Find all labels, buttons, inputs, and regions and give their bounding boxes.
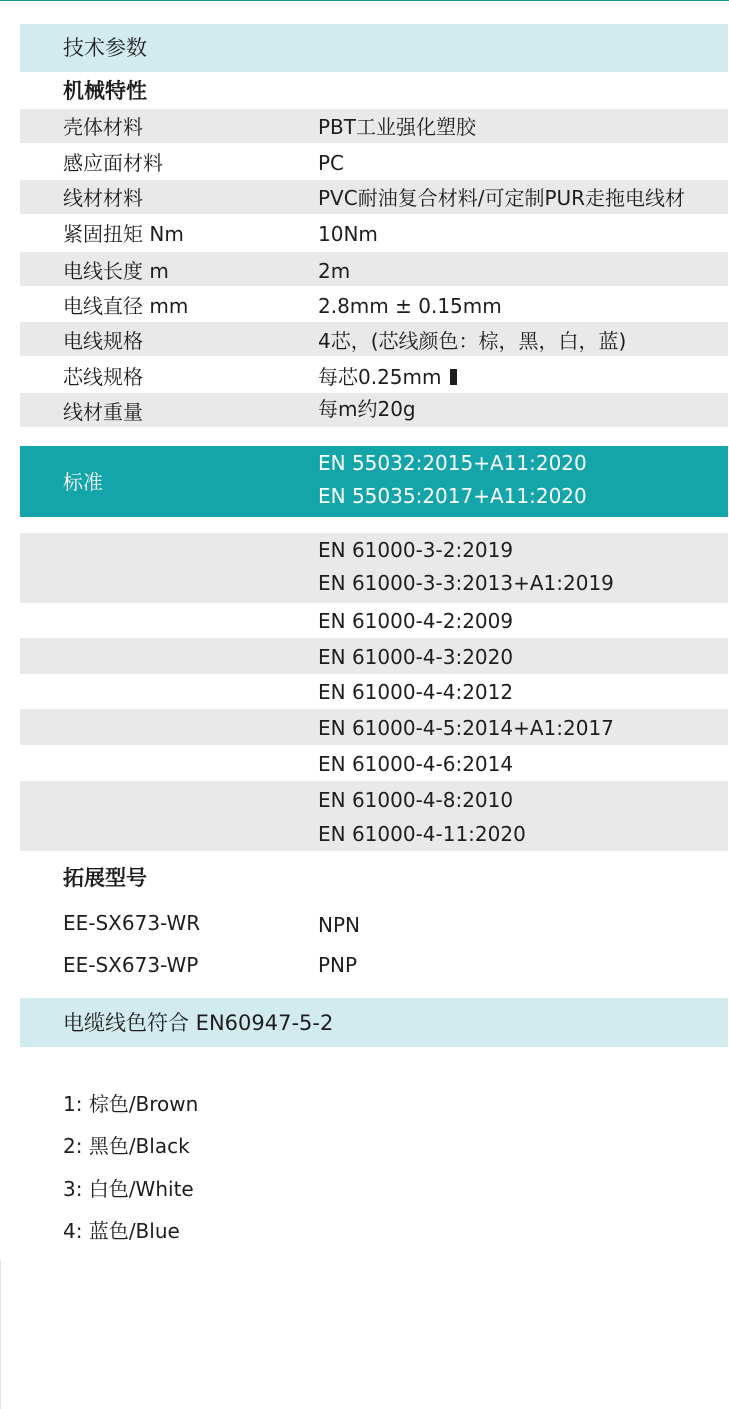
standard-item: EN 61000-4-11:2020	[318, 822, 526, 846]
standard-item: EN 61000-4-4:2012	[318, 680, 514, 704]
list-item: 1: 棕色/Brown	[63, 1092, 199, 1116]
row-label: 紧固扭矩 Nm	[63, 222, 184, 246]
standard-item: EN 61000-3-3:2013+A1:2019	[318, 571, 614, 595]
row-value: 10Nm	[318, 222, 378, 246]
standards-label: 标准	[63, 470, 103, 494]
row-label: 芯线规格	[63, 365, 143, 389]
row-label: 电线规格	[63, 329, 143, 353]
standard-item: EN 61000-3-2:2019	[318, 538, 514, 562]
row-value-core-spec	[318, 367, 457, 387]
model-name: EE-SX673-WP	[63, 953, 199, 977]
row-label: 壳体材料	[63, 115, 143, 139]
model-name: EE-SX673-WR	[63, 911, 201, 935]
extension-title: 拓展型号	[63, 866, 147, 890]
row-value: 2.8mm ± 0.15mm	[318, 294, 502, 318]
row-label: 电线长度 m	[63, 259, 169, 283]
page-edge	[0, 1260, 1, 1409]
row-label: 线材材料	[63, 186, 143, 210]
row-value: PC	[318, 151, 345, 175]
row-label: 电线直径 mm	[63, 294, 189, 318]
standard-item: EN 61000-4-3:2020	[318, 645, 514, 669]
row-value: 4芯，(芯线颜色：棕，黑，白，蓝)	[318, 329, 627, 353]
core-spec-text: 每芯0.25mm	[318, 365, 442, 389]
row-label: 线材重量	[63, 400, 143, 424]
standard-item: EN 61000-4-6:2014	[318, 752, 514, 776]
list-item: 3: 白色/White	[63, 1177, 194, 1201]
row-value: PVC耐油复合材料/可定制PUR走拖电线材	[318, 186, 686, 210]
row-value: PBT工业强化塑胶	[318, 115, 476, 139]
row-label: 感应面材料	[63, 151, 163, 175]
model-type: PNP	[318, 953, 358, 977]
standard-item: EN 61000-4-2:2009	[318, 609, 514, 633]
list-item: 4: 蓝色/Blue	[63, 1219, 180, 1243]
list-item: 2: 黑色/Black	[63, 1134, 190, 1158]
standard-item: EN 61000-4-8:2010	[318, 788, 514, 812]
cable-color-title: 电缆线色符合 EN60947-5-2	[63, 1011, 334, 1035]
standard-item: EN 55035:2017+A11:2020	[318, 484, 587, 508]
row-value: 每m约20g	[318, 397, 416, 421]
standard-item: EN 55032:2015+A11:2020	[318, 451, 587, 475]
top-border	[0, 0, 729, 1]
row-value: 2m	[318, 259, 351, 283]
black-square-mark	[450, 369, 457, 385]
standard-item: EN 61000-4-5:2014+A1:2017	[318, 716, 614, 740]
mechanical-title: 机械特性	[63, 79, 147, 103]
tech-params-title: 技术参数	[63, 36, 147, 60]
model-type: NPN	[318, 913, 360, 937]
